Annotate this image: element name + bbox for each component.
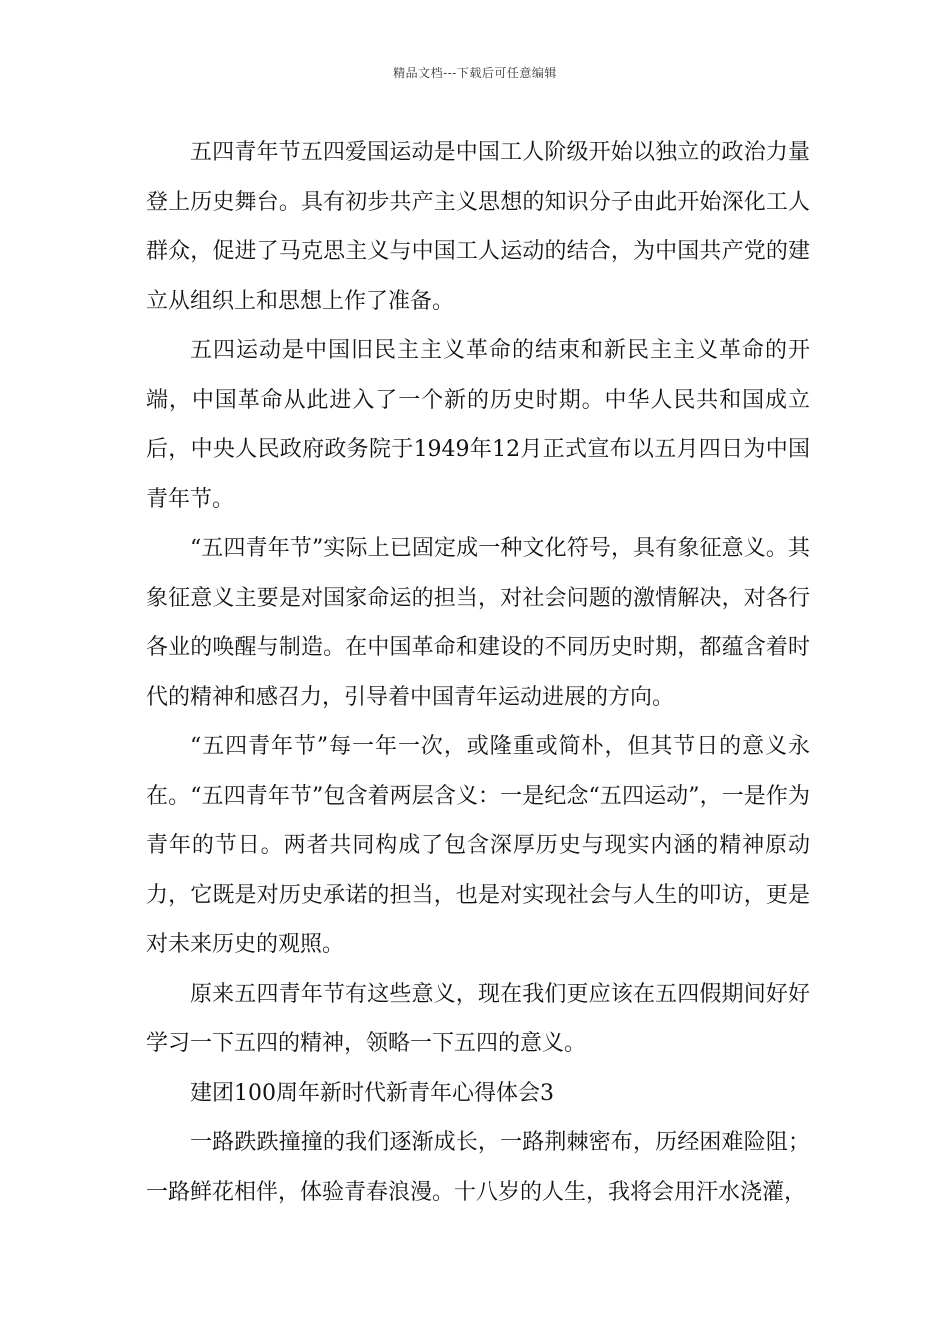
paragraph: 五四运动是中国旧民主主义革命的结束和新民主主义革命的开端，中国革命从此进入了一个新的历史时期。中华人民共和国成立后，中央人民政府政务院于1949年12月正式宣布以五月四日为中国青年节。: [146, 338, 810, 512]
paragraph: “五四青年节”实际上已固定成一种文化符号，具有象征意义。其象征意义主要是对国家命运的担当，对社会问题的激情解决，对各行各业的唤醒与制造。在中国革命和建设的不同历史时期，都蕴含着时代的精神和感召力，引导着中国青年运动进展的方向。: [146, 536, 810, 710]
document-body: [146, 128, 810, 1217]
page-header: 精品文档---下载后可任意编辑: [393, 66, 557, 80]
paragraph: 原来五四青年节有这些意义，现在我们更应该在五四假期间好好学习一下五四的精神，领略一下五四的意义。: [146, 981, 810, 1056]
paragraph: 五四青年节五四爱国运动是中国工人阶级开始以独立的政治力量登上历史舞台。具有初步共产主义思想的知识分子由此开始深化工人群众，促进了马克思主义与中国工人运动的结合，为中国共产党的建立从组织上和思想上作了准备。: [146, 140, 810, 314]
paragraph: 一路跌跌撞撞的我们逐渐成长，一路荆棘密布，历经困难险阻；一路鲜花相伴，体验青春浪漫。十八岁的人生，我将会用汗水浇灌，: [146, 1130, 810, 1205]
paragraph: “五四青年节”每一年一次，或隆重或简朴，但其节日的意义永在。“五四青年节”包含着两层含义：一是纪念“五四运动”，一是作为青年的节日。两者共同构成了包含深厚历史与现实内涵的精神原动力，它既是对历史承诺的担当，也是对实现社会与人生的叩访，更是对未来历史的观照。: [146, 734, 810, 957]
section-heading: 建团100周年新时代新青年心得体会3: [190, 1080, 554, 1106]
